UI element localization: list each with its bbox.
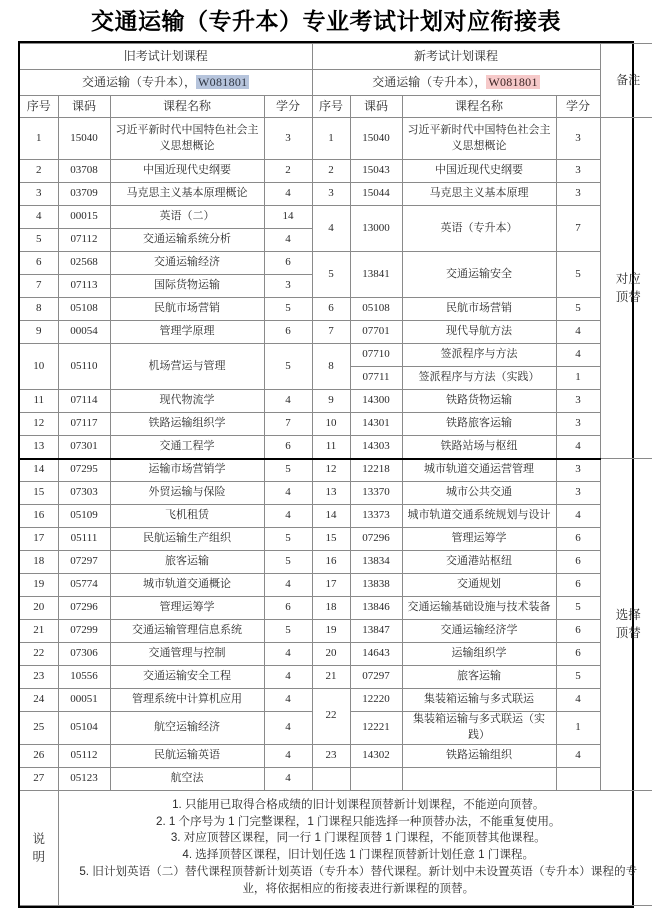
table-row [20,413,652,436]
new-code: 12221 [350,712,402,745]
new-name-empty [402,767,556,790]
old-code: 07117 [58,413,110,436]
old-seq: 19 [20,574,58,597]
notes-row [20,790,652,905]
note-line-1: 1. 只能用已取得合格成绩的旧计划课程顶替新计划课程，不能逆向顶替。 [172,797,545,811]
old-name: 管理学原理 [110,321,264,344]
new-code: 12220 [350,689,402,712]
note-line-4: 4. 选择顶替区课程，旧计划任选 1 门课程顶替新计划任意 1 门课程。 [182,848,535,862]
old-code: 05123 [58,767,110,790]
new-name: 城市公共交通 [402,482,556,505]
new-name: 交通规划 [402,574,556,597]
old-seq: 5 [20,229,58,252]
new-code: 07711 [350,367,402,390]
table-row [20,666,652,689]
old-credit: 6 [264,597,312,620]
old-code: 03708 [58,160,110,183]
new-credit: 5 [556,298,600,321]
old-credit: 4 [264,390,312,413]
new-seq: 9 [312,390,350,413]
notes-body [58,790,652,905]
old-plan-code: W081801 [198,74,248,89]
new-credit: 4 [556,744,600,767]
new-credit: 6 [556,574,600,597]
new-name: 习近平新时代中国特色社会主义思想概论 [402,118,556,160]
new-name: 铁路站场与枢纽 [402,436,556,459]
old-seq: 8 [20,298,58,321]
table-row [20,620,652,643]
new-code: 15043 [350,160,402,183]
old-name: 中国近现代史纲要 [110,160,264,183]
old-code: 05774 [58,574,110,597]
new-credit: 4 [556,436,600,459]
table-row [20,459,652,482]
new-code: 14301 [350,413,402,436]
new-code: 14300 [350,390,402,413]
old-seq: 26 [20,744,58,767]
old-credit: 2 [264,160,312,183]
old-code: 10556 [58,666,110,689]
new-seq: 15 [312,528,350,551]
old-code: 05108 [58,298,110,321]
note-line-2: 2. 1 个序号为 1 门完整课程，1 门课程只能选择一种顶替办法，不能重复使用。 [156,814,561,828]
old-name: 旅客运输 [110,551,264,574]
old-seq: 10 [20,344,58,390]
new-name: 城市轨道交通系统规划与设计 [402,505,556,528]
th-new-name: 课程名称 [402,96,556,118]
new-seq: 13 [312,482,350,505]
old-seq: 12 [20,413,58,436]
new-plan-name-text: 交通运输（专升本）， [372,74,487,89]
new-code: 14643 [350,643,402,666]
new-code: 07297 [350,666,402,689]
articulation-table [20,43,652,906]
old-seq: 21 [20,620,58,643]
new-credit: 7 [556,206,600,252]
plan-name-row [20,70,652,96]
new-seq: 8 [312,344,350,390]
old-seq: 14 [20,459,58,482]
old-seq: 27 [20,767,58,790]
old-credit: 3 [264,118,312,160]
old-name: 交通运输安全工程 [110,666,264,689]
table-row [20,252,652,275]
page-title: 交通运输（专升本）专业考试计划对应衔接表 [91,9,561,34]
new-credit: 3 [556,459,600,482]
old-seq: 2 [20,160,58,183]
new-credit: 6 [556,551,600,574]
new-credit: 4 [556,321,600,344]
new-credit: 1 [556,367,600,390]
old-credit: 4 [264,689,312,712]
new-code: 13847 [350,620,402,643]
new-code: 13846 [350,597,402,620]
table-row [20,482,652,505]
new-name: 铁路旅客运输 [402,413,556,436]
new-name: 集装箱运输与多式联运 [402,689,556,712]
notes-label-char2: 明 [32,849,45,864]
new-credit: 1 [556,712,600,745]
new-code: 14303 [350,436,402,459]
new-seq: 7 [312,321,350,344]
new-code: 07701 [350,321,402,344]
old-seq: 3 [20,183,58,206]
old-credit: 7 [264,413,312,436]
old-name: 航空运输经济 [110,712,264,745]
old-name: 交通管理与控制 [110,643,264,666]
old-code: 07295 [58,459,110,482]
old-code: 07301 [58,436,110,459]
old-code: 07296 [58,597,110,620]
old-seq: 16 [20,505,58,528]
old-credit: 6 [264,252,312,275]
new-seq: 12 [312,459,350,482]
remark-correspond-line2: 顶替 [615,290,641,304]
new-seq: 20 [312,643,350,666]
old-credit: 4 [264,767,312,790]
th-old-seq: 序号 [20,96,58,118]
old-name: 运输市场营销学 [110,459,264,482]
new-credit-empty [556,767,600,790]
table-row [20,436,652,459]
new-name: 交通运输安全 [402,252,556,298]
th-old-code: 课码 [58,96,110,118]
old-seq: 22 [20,643,58,666]
old-seq: 23 [20,666,58,689]
table-row [20,767,652,790]
old-credit: 5 [264,459,312,482]
table-row [20,505,652,528]
column-header-row [20,96,652,118]
old-seq: 6 [20,252,58,275]
remark-correspond [600,118,652,459]
new-code: 13838 [350,574,402,597]
new-code: 14302 [350,744,402,767]
old-credit: 4 [264,505,312,528]
old-name: 习近平新时代中国特色社会主义思想概论 [110,118,264,160]
new-code: 15044 [350,183,402,206]
table-row [20,321,652,344]
old-credit: 4 [264,229,312,252]
old-credit: 4 [264,482,312,505]
new-credit: 3 [556,160,600,183]
new-name: 马克思主义基本原理 [402,183,556,206]
new-code-empty [350,767,402,790]
new-seq: 22 [312,689,350,745]
table-row [20,574,652,597]
new-code: 13370 [350,482,402,505]
old-seq: 18 [20,551,58,574]
old-name: 民航运输生产组织 [110,528,264,551]
new-seq: 2 [312,160,350,183]
table-row [20,597,652,620]
old-code: 07113 [58,275,110,298]
old-name: 管理系统中计算机应用 [110,689,264,712]
new-seq: 23 [312,744,350,767]
new-code: 07296 [350,528,402,551]
remark-choice [600,459,652,791]
table-row [20,744,652,767]
old-name: 交通运输管理信息系统 [110,620,264,643]
old-name: 航空法 [110,767,264,790]
old-seq: 1 [20,118,58,160]
old-seq: 15 [20,482,58,505]
table-row [20,298,652,321]
old-credit: 14 [264,206,312,229]
new-name: 交通运输基础设施与技术装备 [402,597,556,620]
new-name: 民航市场营销 [402,298,556,321]
new-code: 07710 [350,344,402,367]
old-credit: 5 [264,344,312,390]
old-credit: 4 [264,183,312,206]
new-credit: 5 [556,597,600,620]
old-code: 07297 [58,551,110,574]
old-code: 02568 [58,252,110,275]
new-credit: 3 [556,183,600,206]
table-row [20,160,652,183]
old-plan-name-cell [20,70,312,96]
new-code: 13834 [350,551,402,574]
old-plan-group-header: 旧考试计划课程 [20,44,312,70]
new-seq: 14 [312,505,350,528]
new-credit: 4 [556,505,600,528]
old-seq: 17 [20,528,58,551]
old-name: 机场营运与管理 [110,344,264,390]
new-code: 12218 [350,459,402,482]
old-name: 英语（二） [110,206,264,229]
remark-column-header: 备注 [600,44,652,118]
new-name: 旅客运输 [402,666,556,689]
old-credit: 5 [264,620,312,643]
new-plan-group-header: 新考试计划课程 [312,44,600,70]
new-name: 签派程序与方法 [402,344,556,367]
old-credit: 6 [264,436,312,459]
new-credit: 6 [556,620,600,643]
old-credit: 4 [264,666,312,689]
new-name: 铁路货物运输 [402,390,556,413]
old-credit: 4 [264,712,312,745]
new-code: 13373 [350,505,402,528]
note-line-5: 5. 旧计划英语（二）替代课程顶替新计划英语（专升本）替代课程。新计划中未设置英语（专升本）课程的专业，将依据相应的衔接表进行新课程的顶替。 [79,865,638,895]
table-row [20,689,652,712]
notes-label-char1: 说 [32,831,45,846]
old-name: 民航市场营销 [110,298,264,321]
new-name: 运输组织学 [402,643,556,666]
old-seq: 25 [20,712,58,745]
old-code: 07112 [58,229,110,252]
notes-label [20,790,58,905]
new-name: 集装箱运输与多式联运（实践） [402,712,556,745]
old-code: 03709 [58,183,110,206]
old-credit: 4 [264,643,312,666]
old-credit: 6 [264,321,312,344]
old-code: 05110 [58,344,110,390]
new-credit: 6 [556,528,600,551]
new-seq: 3 [312,183,350,206]
old-credit: 5 [264,298,312,321]
th-new-credit: 学分 [556,96,600,118]
old-code: 05111 [58,528,110,551]
new-credit: 3 [556,413,600,436]
table-row [20,528,652,551]
new-name: 交通运输经济学 [402,620,556,643]
note-line-3: 3. 对应顶替区课程，同一行 1 门课程顶替 1 门课程，不能顶替其他课程。 [170,831,546,845]
new-name: 管理运筹学 [402,528,556,551]
old-code: 05109 [58,505,110,528]
old-code: 00054 [58,321,110,344]
new-seq: 6 [312,298,350,321]
old-seq: 20 [20,597,58,620]
old-seq: 13 [20,436,58,459]
new-name: 城市轨道交通运营管理 [402,459,556,482]
new-plan-name-cell [312,70,600,96]
new-code: 15040 [350,118,402,160]
new-credit: 4 [556,344,600,367]
new-seq: 4 [312,206,350,252]
old-plan-name-text: 交通运输（专升本）， [82,74,197,89]
table-row [20,183,652,206]
old-code: 07299 [58,620,110,643]
remark-choice-line1: 选择 [615,608,641,623]
new-code: 05108 [350,298,402,321]
old-name: 飞机租赁 [110,505,264,528]
new-seq: 5 [312,252,350,298]
articulation-table-wrapper [18,41,641,908]
remark-choice-line2: 顶替 [615,626,641,641]
new-credit: 3 [556,390,600,413]
old-seq: 4 [20,206,58,229]
new-seq: 18 [312,597,350,620]
new-name: 铁路运输组织 [402,744,556,767]
old-name: 交通工程学 [110,436,264,459]
new-seq-empty [312,767,350,790]
new-credit: 6 [556,643,600,666]
new-seq: 11 [312,436,350,459]
th-old-name: 课程名称 [110,96,264,118]
remark-correspond-line1: 对应 [615,271,641,286]
new-seq: 19 [312,620,350,643]
old-code: 00015 [58,206,110,229]
old-seq: 24 [20,689,58,712]
old-name: 城市轨道交通概论 [110,574,264,597]
old-credit: 5 [264,551,312,574]
new-seq: 21 [312,666,350,689]
old-name: 国际货物运输 [110,275,264,298]
table-row [20,206,652,229]
old-seq: 7 [20,275,58,298]
table-row [20,118,652,160]
old-code: 05112 [58,744,110,767]
new-credit: 4 [556,689,600,712]
new-credit: 5 [556,252,600,298]
old-name: 交通运输系统分析 [110,229,264,252]
new-name: 中国近现代史纲要 [402,160,556,183]
new-name: 现代导航方法 [402,321,556,344]
new-name: 签派程序与方法（实践） [402,367,556,390]
old-credit: 4 [264,574,312,597]
old-credit: 5 [264,528,312,551]
new-credit: 5 [556,666,600,689]
table-row [20,551,652,574]
old-code: 15040 [58,118,110,160]
old-code: 07303 [58,482,110,505]
th-old-credit: 学分 [264,96,312,118]
old-seq: 9 [20,321,58,344]
group-header-row [20,44,652,70]
new-name: 交通港站枢纽 [402,551,556,574]
old-name: 交通运输经济 [110,252,264,275]
old-name: 铁路运输组织学 [110,413,264,436]
new-plan-code: W081801 [488,74,538,89]
table-row [20,390,652,413]
th-new-seq: 序号 [312,96,350,118]
old-code: 00051 [58,689,110,712]
old-credit: 4 [264,744,312,767]
table-row [20,643,652,666]
new-seq: 16 [312,551,350,574]
old-credit: 3 [264,275,312,298]
new-name: 英语（专升本） [402,206,556,252]
new-seq: 17 [312,574,350,597]
old-code: 05104 [58,712,110,745]
new-seq: 10 [312,413,350,436]
old-name: 外贸运输与保险 [110,482,264,505]
new-credit: 3 [556,118,600,160]
old-name: 民航运输英语 [110,744,264,767]
new-credit: 3 [556,482,600,505]
old-name: 管理运筹学 [110,597,264,620]
old-code: 07114 [58,390,110,413]
th-new-code: 课码 [350,96,402,118]
table-row [20,344,652,367]
new-code: 13841 [350,252,402,298]
old-seq: 11 [20,390,58,413]
new-seq: 1 [312,118,350,160]
old-code: 07306 [58,643,110,666]
old-name: 马克思主义基本原理概论 [110,183,264,206]
new-code: 13000 [350,206,402,252]
old-name: 现代物流学 [110,390,264,413]
